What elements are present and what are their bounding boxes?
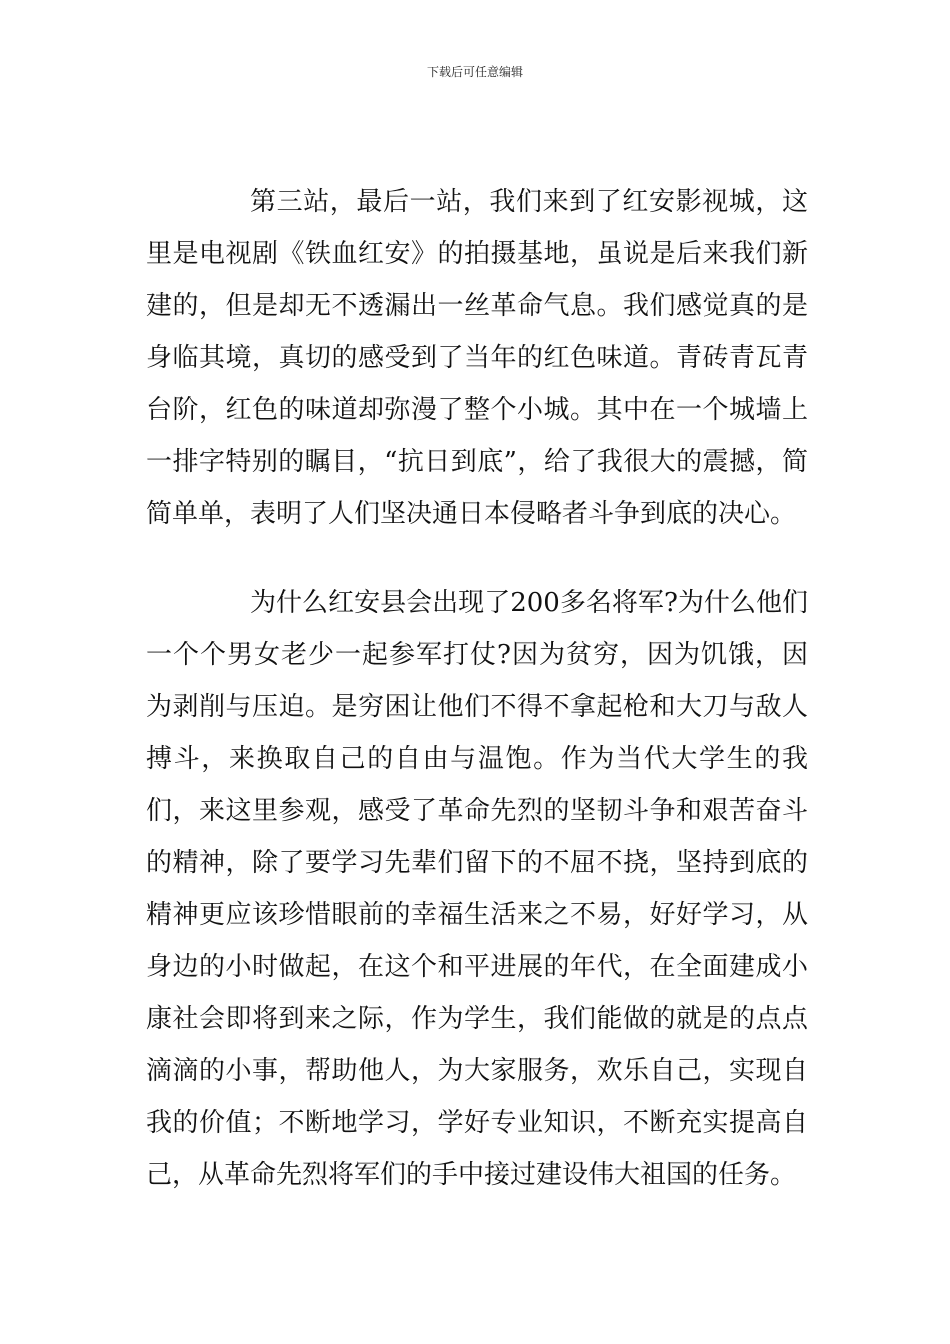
paragraph-hongan-film-city: 第三站，最后一站，我们来到了红安影视城，这里是电视剧《铁血红安》的拍摄基地，虽说是后来我们新建的，但是却无不透漏出一丝革命气息。我们感觉真的是身临其境，真切的感受到了当年的红色味道。青砖青瓦青台阶，红色的味道却弥漫了整个小城。其中在一个城墙上一排字特别的瞩目，“抗日到底”，给了我很大的震撼，简简单单，表明了人们坚决通日本侵略者斗争到底的决心。 bbox=[146, 187, 808, 529]
page-header-note: 下载后可任意编辑 bbox=[426, 65, 523, 79]
paragraph-why-generals: 为什么红安县会出现了200多名将军?为什么他们一个个男女老少一起参军打仗?因为贫穷，因为饥饿，因为剥削与压迫。是穷困让他们不得不拿起枪和大刀与敌人搏斗，来换取自己的自由与温饱。作为当代大学生的我们，来这里参观，感受了革命先烈的坚韧斗争和艰苦奋斗的精神，除了要学习先辈们留下的不屈不挠，坚持到底的精神更应该珍惜眼前的幸福生活来之不易，好好学习，从身边的小时做起，在这个和平进展的年代，在全面建成小康社会即将到来之际，作为学生，我们能做的就是的点点滴滴的小事，帮助他人，为大家服务，欢乐自己，实现自我的价值；不断地学习，学好专业知识，不断充实提高自己，从革命先烈将军们的手中接过建设伟大祖国的任务。 bbox=[146, 588, 808, 1190]
